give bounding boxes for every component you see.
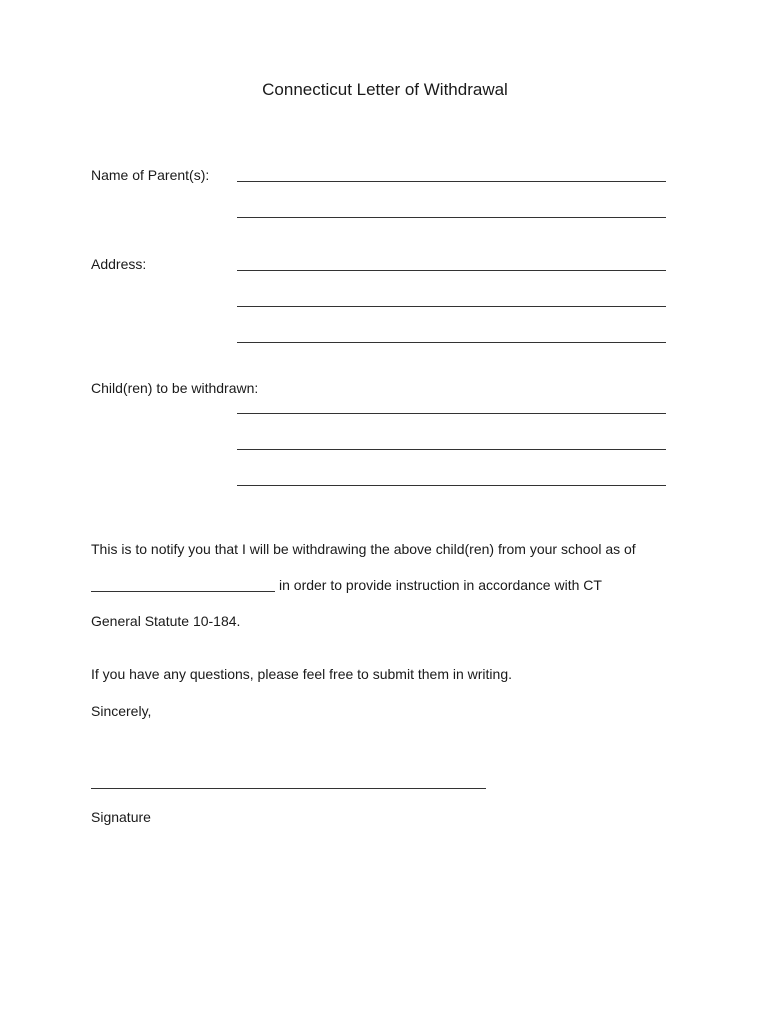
signature-label: Signature [91,809,151,825]
children-line-2[interactable] [237,449,666,450]
questions-line: If you have any questions, please feel free to submit them in writing. [91,666,513,682]
notice-line-2: in order to provide instruction in accordance with CT [279,577,602,593]
document-title: Connecticut Letter of Withdrawal [262,80,508,99]
address-label: Address: [91,256,147,272]
notice-line-1: This is to notify you that I will be withdrawing the above child(ren) from your school as of [91,541,636,557]
children-line-3[interactable] [237,485,666,486]
parents-label: Name of Parent(s): [91,167,210,183]
children-line-1[interactable] [237,413,666,414]
address-line-3[interactable] [237,342,666,343]
closing-line: Sincerely, [91,703,152,719]
parents-line-2[interactable] [237,217,666,218]
children-label: Child(ren) to be withdrawn: [91,380,259,396]
address-line-2[interactable] [237,306,666,307]
parents-line-1[interactable] [237,181,666,182]
notice-line-3: General Statute 10-184. [91,613,241,629]
address-line-1[interactable] [237,270,666,271]
withdrawal-date-blank[interactable] [91,591,275,592]
signature-line[interactable] [91,788,486,789]
